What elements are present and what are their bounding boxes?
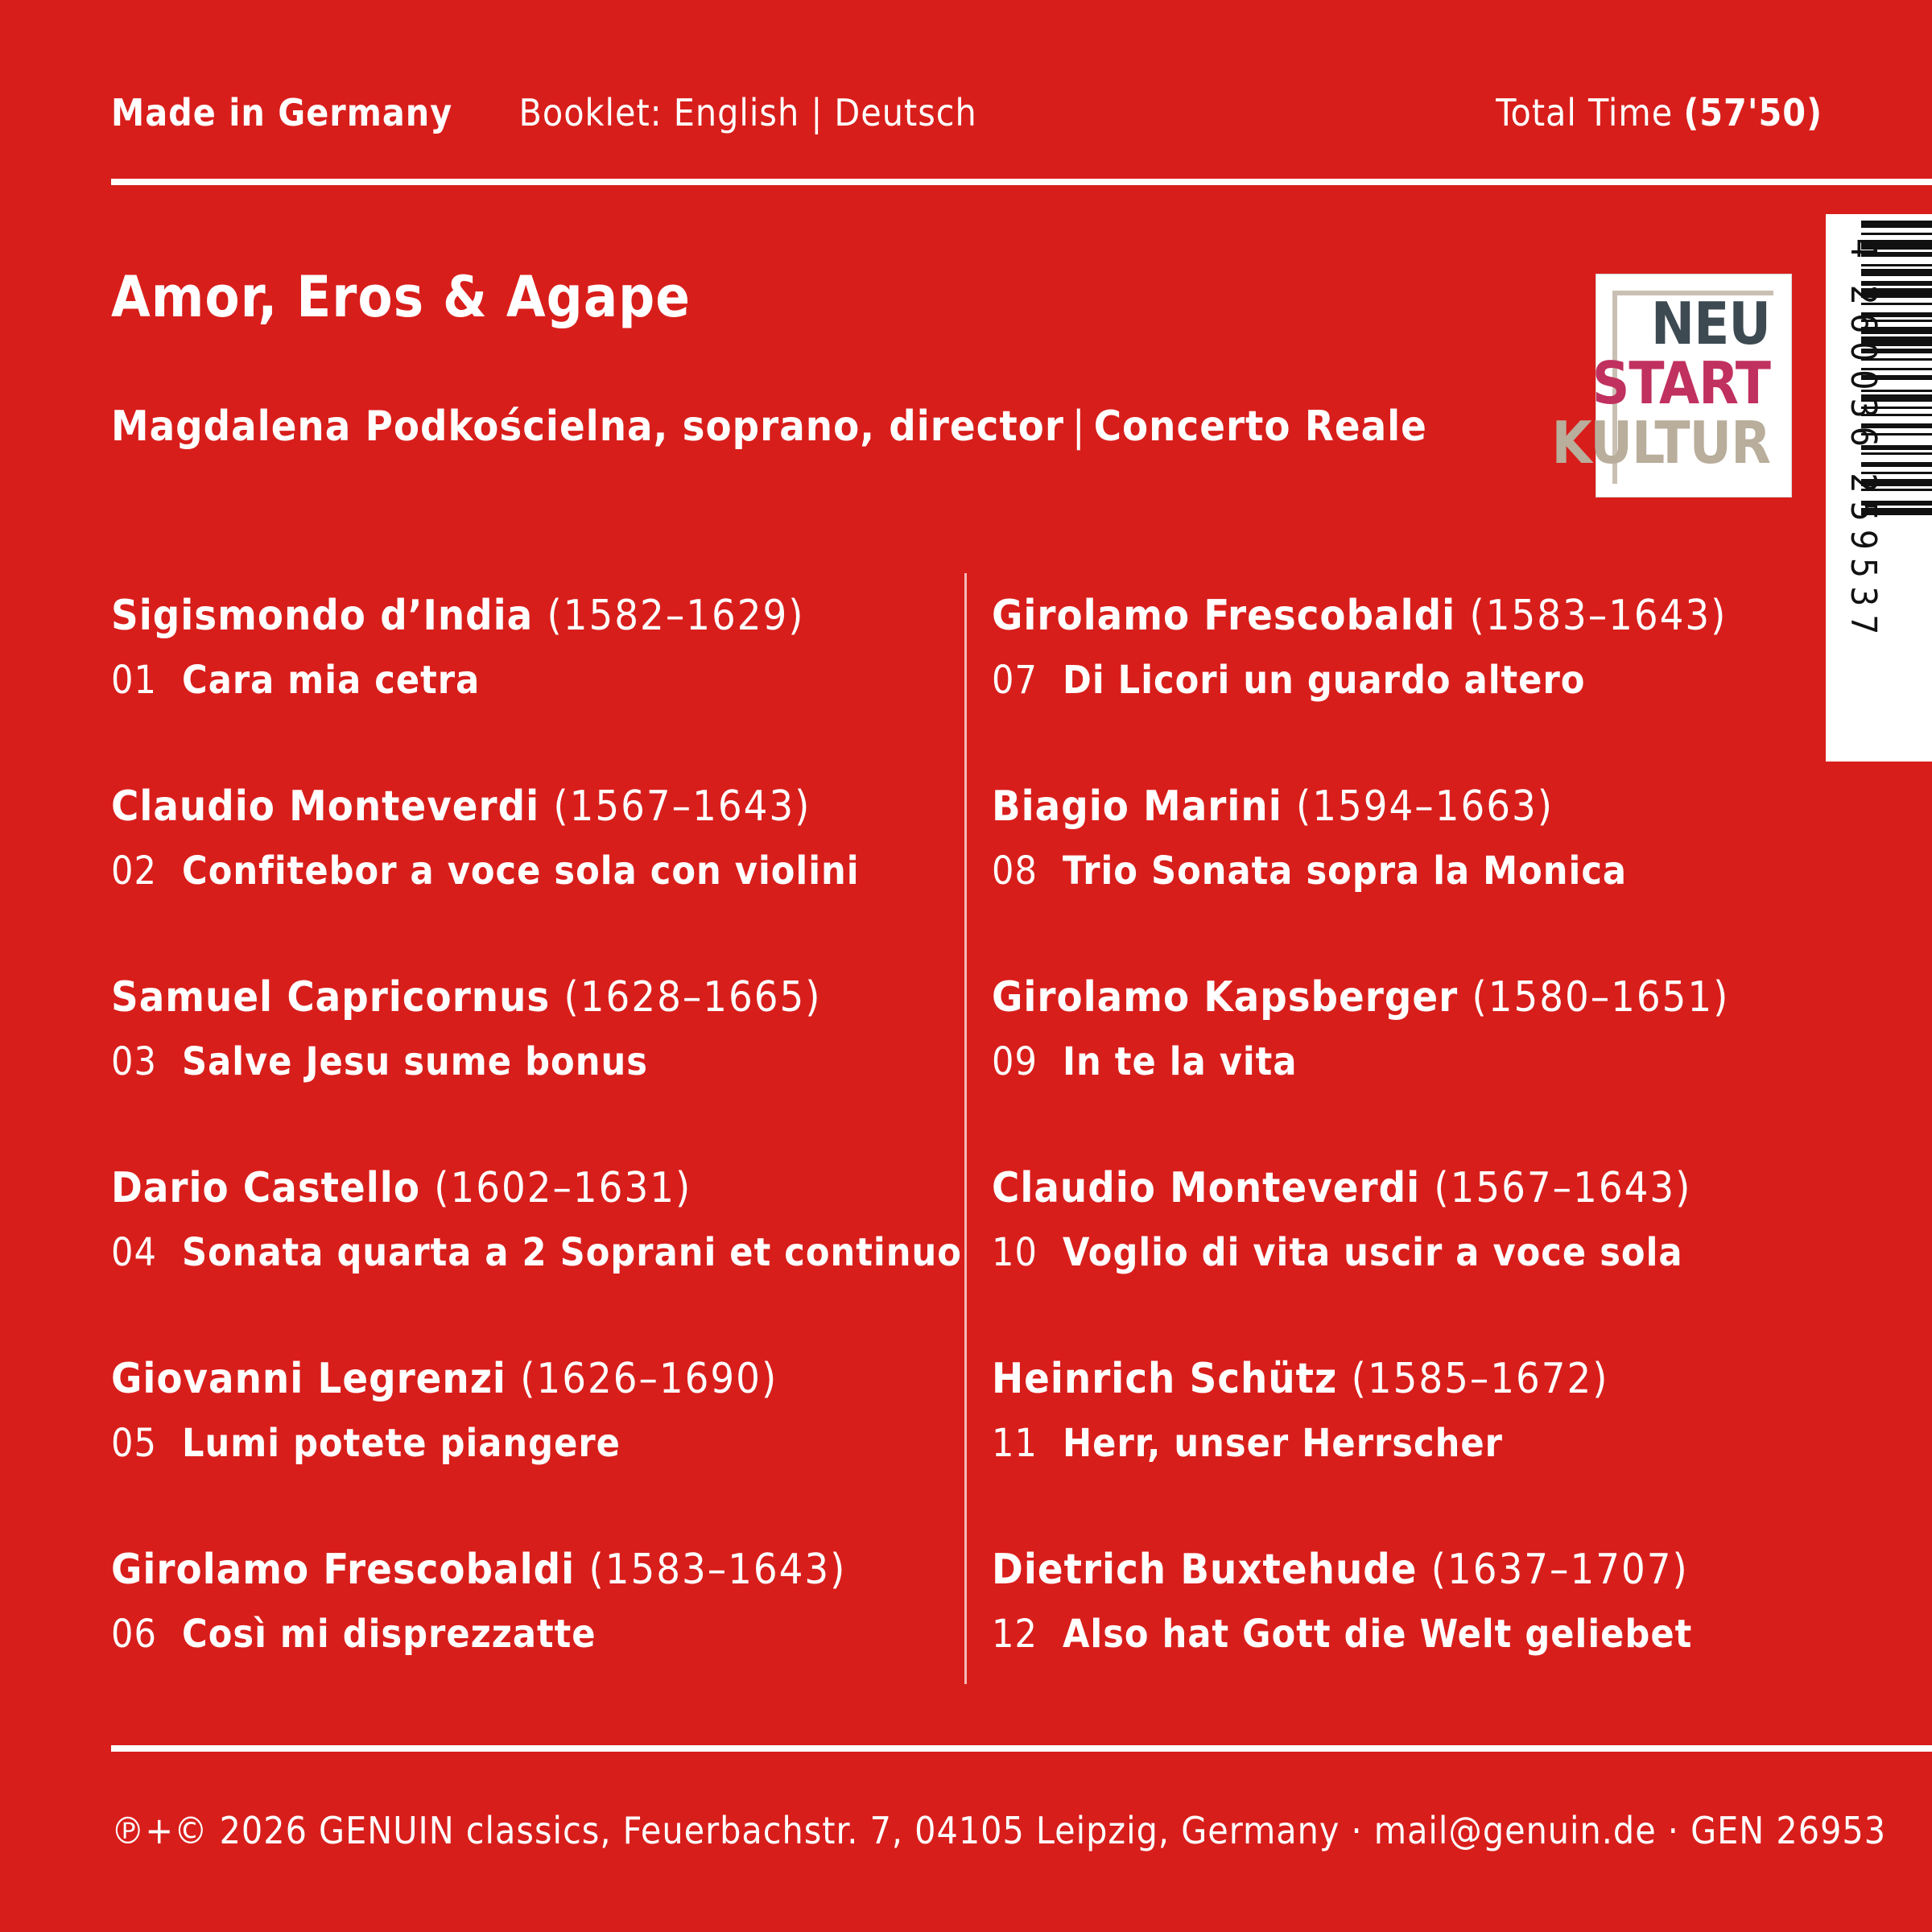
track-entry [111, 969, 964, 1160]
track-title: 09 In te la vita [992, 1034, 1845, 1090]
track-title: 04 Sonata quarta a 2 Soprani et continuo [111, 1224, 964, 1281]
soloist: Magdalena Podkościelna, soprano, director [111, 402, 1064, 451]
track-title: 03 Salve Jesu sume bonus [111, 1034, 964, 1090]
track-entry [992, 588, 1845, 778]
track-entry [111, 1160, 964, 1351]
track-number: 10 [992, 1230, 1038, 1275]
logo-word-neu: NEU [1650, 290, 1770, 357]
composer-dates: (1582–1629) [547, 592, 805, 640]
composer-dates: (1580–1651) [1472, 973, 1730, 1022]
composer-name: Dario Castello (1602–1631) [111, 1164, 692, 1212]
barcode-bar [1861, 221, 1932, 228]
total-time-label: Total Time [1496, 91, 1674, 134]
total-time-value: (57'50) [1683, 91, 1823, 134]
tracklist-left [111, 588, 964, 1732]
track-number: 11 [992, 1421, 1038, 1466]
composer-name: Girolamo Frescobaldi (1583–1643) [111, 1546, 847, 1594]
track-number: 04 [111, 1230, 157, 1275]
composer-dates: (1594–1663) [1296, 782, 1554, 831]
logo-word-start: START [1591, 349, 1770, 417]
track-title: 11 Herr, unser Herrscher [992, 1415, 1845, 1472]
made-in-label: Made in Germany [111, 91, 453, 134]
composer-name: Sigismondo d’India (1582–1629) [111, 592, 805, 640]
composer-dates: (1637–1707) [1430, 1546, 1689, 1594]
track-number: 02 [111, 848, 157, 894]
track-title: 06 Così mi disprezzatte [111, 1606, 964, 1662]
composer-dates: (1567–1643) [553, 782, 811, 831]
composer-dates: (1585–1672) [1351, 1355, 1609, 1403]
track-number: 09 [992, 1039, 1038, 1084]
bottom-rule [111, 1745, 1932, 1752]
track-number: 08 [992, 848, 1038, 894]
track-title: 05 Lumi potete piangere [111, 1415, 964, 1472]
track-number: 06 [111, 1612, 157, 1657]
track-title: 01 Cara mia cetra [111, 652, 964, 708]
track-entry [992, 1351, 1845, 1542]
track-entry [992, 778, 1845, 969]
track-number: 05 [111, 1421, 157, 1466]
copyright-line: ℗+© 2026 GENUIN classics, Feuerbachstr. 7, 04105 Leipzig, Germany · mail@genuin.de · GEN 26953 [111, 1809, 1887, 1852]
composer-dates: (1626–1690) [520, 1355, 778, 1403]
composer-dates: (1583–1643) [1469, 592, 1728, 640]
ensemble: Concerto Reale [1093, 402, 1427, 451]
performers-separator: | [1071, 402, 1086, 451]
track-entry [111, 778, 964, 969]
header-left [111, 89, 977, 137]
track-entry [992, 969, 1845, 1160]
tracklist-right [992, 588, 1845, 1732]
composer-name: Giovanni Legrenzi (1626–1690) [111, 1355, 778, 1403]
track-title: 10 Voglio di vita uscir a voce sola [992, 1224, 1845, 1281]
footer [111, 1806, 1887, 1855]
column-divider [964, 573, 967, 1684]
composer-name: Claudio Monteverdi (1567–1643) [992, 1164, 1692, 1212]
track-title: 12 Also hat Gott die Welt geliebet [992, 1606, 1845, 1662]
track-entry [992, 1160, 1845, 1351]
track-entry [111, 1542, 964, 1732]
barcode-bar [1861, 233, 1932, 235]
neustart-kultur-logo [1551, 274, 1792, 497]
track-number: 12 [992, 1612, 1038, 1657]
track-entry [111, 1351, 964, 1542]
track-title: 07 Di Licori un guardo altero [992, 652, 1845, 708]
logo-word-kultur: KULTUR [1551, 409, 1770, 477]
track-title: 02 Confitebor a voce sola con violini [111, 843, 964, 899]
booklet-languages: Booklet: English | Deutsch [518, 91, 977, 134]
top-rule [111, 179, 1932, 185]
total-time [1496, 89, 1823, 137]
performers [111, 402, 1427, 451]
track-title: 08 Trio Sonata sopra la Monica [992, 843, 1845, 899]
composer-name: Girolamo Kapsberger (1580–1651) [992, 973, 1730, 1022]
composer-dates: (1583–1643) [588, 1546, 847, 1594]
composer-name: Biagio Marini (1594–1663) [992, 782, 1554, 831]
composer-name: Girolamo Frescobaldi (1583–1643) [992, 592, 1728, 640]
composer-name: Heinrich Schütz (1585–1672) [992, 1355, 1609, 1403]
track-number: 03 [111, 1039, 157, 1084]
album-title: Amor, Eros & Agape [111, 264, 691, 330]
composer-dates: (1628–1665) [564, 973, 822, 1022]
track-number: 07 [992, 658, 1038, 703]
composer-name: Samuel Capricornus (1628–1665) [111, 973, 822, 1022]
track-entry [992, 1542, 1845, 1732]
composer-dates: (1567–1643) [1434, 1164, 1692, 1212]
track-number: 01 [111, 658, 157, 703]
track-entry [111, 588, 964, 778]
barcode-number: 4 260036 259537 [1843, 238, 1884, 643]
composer-name: Claudio Monteverdi (1567–1643) [111, 782, 811, 831]
composer-dates: (1602–1631) [434, 1164, 692, 1212]
composer-name: Dietrich Buxtehude (1637–1707) [992, 1546, 1689, 1594]
